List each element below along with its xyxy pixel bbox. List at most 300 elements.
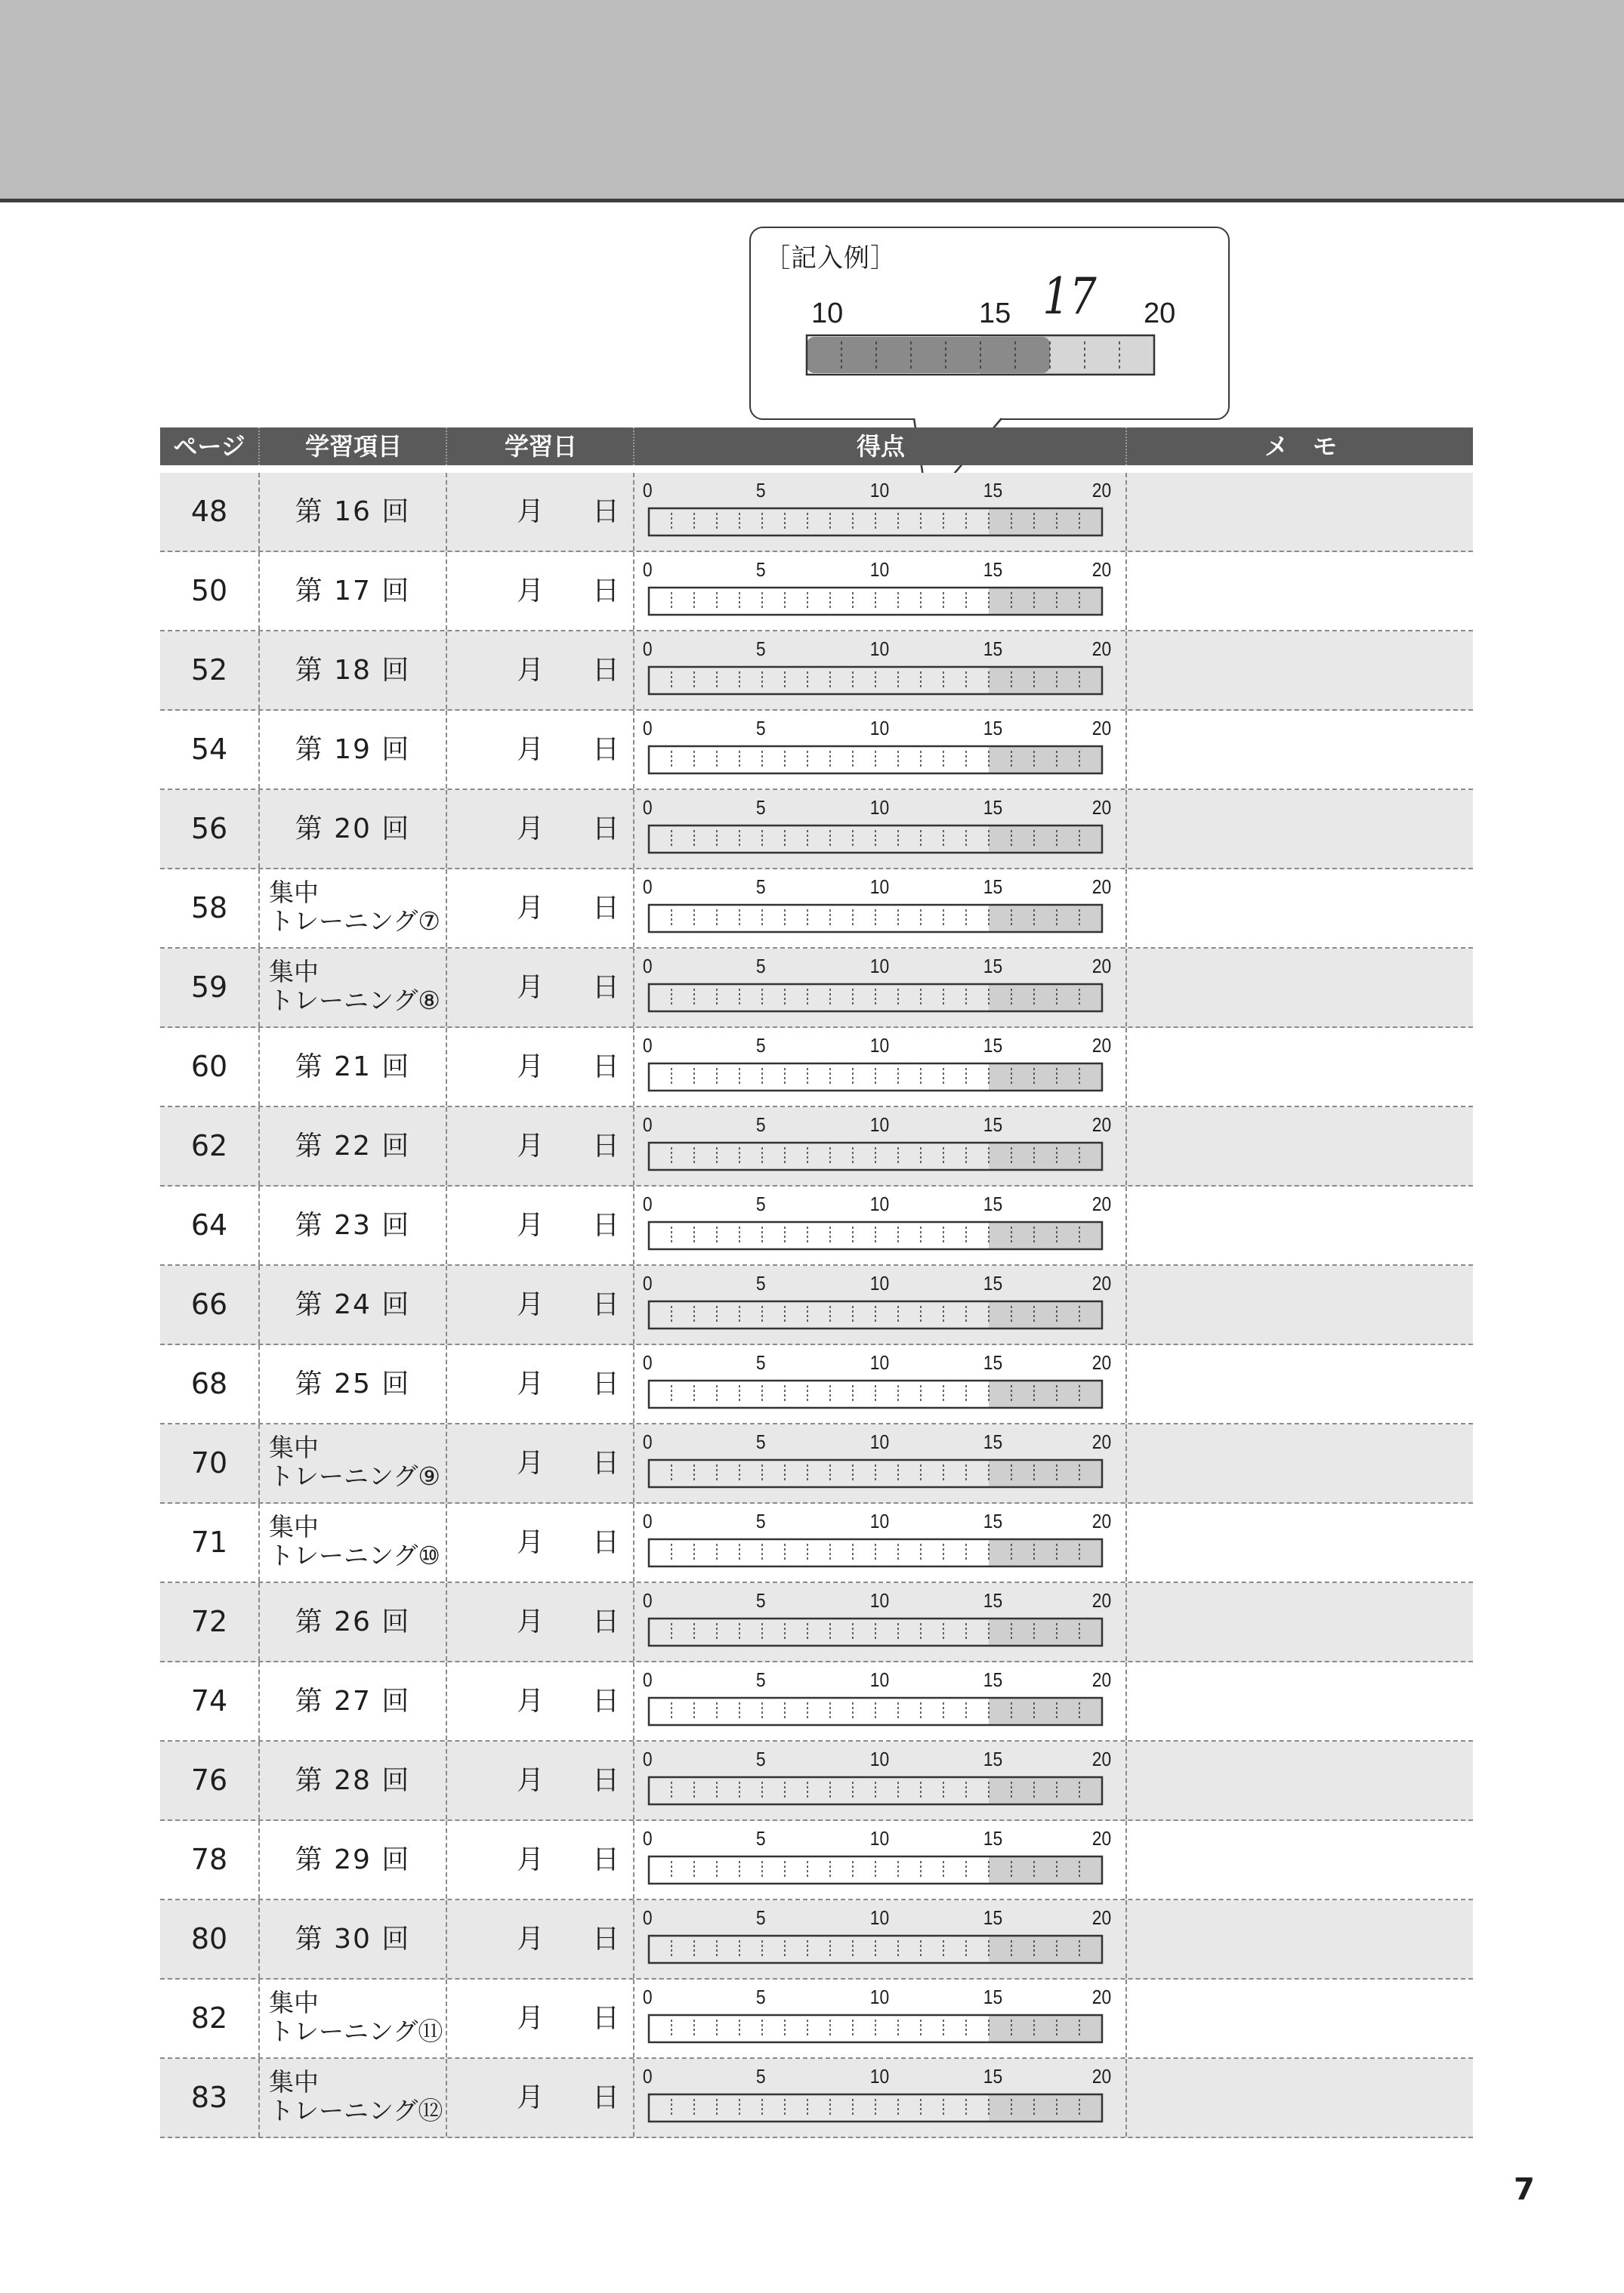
day-label: 日 (592, 2082, 620, 2113)
score-tick-label: 10 (869, 1748, 890, 1770)
score-bar[interactable] (647, 1458, 1104, 1489)
page-cell: 76 (190, 1764, 228, 1797)
item-label: 第 21 回 (295, 1051, 411, 1082)
item-label: 第 19 回 (295, 734, 411, 765)
score-cell (633, 1662, 1125, 1740)
item-label (269, 1513, 440, 1570)
page-cell: 60 (190, 1050, 228, 1083)
month-label: 月 (517, 1369, 545, 1400)
item-label (269, 1989, 443, 2046)
score-bar[interactable] (647, 585, 1104, 617)
memo-cell[interactable] (1125, 1583, 1473, 1661)
example-callout (749, 227, 1230, 420)
score-tick-label: 10 (869, 479, 890, 501)
date-cell[interactable] (446, 949, 633, 1026)
item-label: 第 20 回 (295, 813, 411, 844)
item-label (269, 958, 440, 1015)
score-bar[interactable] (647, 982, 1104, 1014)
table-row (160, 949, 1473, 1028)
day-label: 日 (592, 655, 620, 686)
score-bar[interactable] (647, 665, 1104, 696)
item-label-line2: トレーニング⑫ (269, 2096, 443, 2125)
score-cell (633, 1980, 1125, 2057)
month-label: 月 (517, 1051, 545, 1082)
day-label: 日 (592, 1448, 620, 1479)
score-tick-label: 0 (642, 1668, 653, 1691)
memo-cell[interactable] (1125, 1028, 1473, 1106)
memo-cell[interactable] (1125, 869, 1473, 947)
date-cell[interactable] (446, 1900, 633, 1978)
score-tick-label: 15 (983, 1193, 1003, 1215)
score-bar[interactable] (647, 1696, 1104, 1727)
score-bar[interactable] (647, 1933, 1104, 1965)
item-cell (258, 1028, 446, 1106)
item-cell (258, 1742, 446, 1819)
table-row (160, 869, 1473, 949)
header-band (0, 0, 1624, 202)
memo-cell[interactable] (1125, 631, 1473, 709)
score-bar[interactable] (647, 2092, 1104, 2124)
day-label: 日 (592, 1686, 620, 1717)
date-cell[interactable] (446, 2059, 633, 2137)
score-tick-label: 10 (869, 1589, 890, 1612)
score-tick-label: 10 (869, 2065, 890, 2088)
score-cell (633, 1028, 1125, 1106)
score-bar[interactable] (647, 1854, 1104, 1886)
month-label: 月 (517, 1844, 545, 1875)
score-tick-label: 10 (869, 558, 890, 581)
date-cell[interactable] (446, 1504, 633, 1582)
score-bar[interactable] (647, 744, 1104, 776)
month-label: 月 (517, 2082, 545, 2113)
example-bar-fill (807, 337, 1050, 373)
date-cell[interactable] (446, 1583, 633, 1661)
score-bar-highlight (989, 1222, 1102, 1249)
score-tick-label: 10 (869, 1986, 890, 2008)
day-label: 日 (592, 1369, 620, 1400)
date-cell[interactable] (446, 1742, 633, 1819)
date-cell[interactable] (446, 1345, 633, 1423)
page-cell: 59 (190, 971, 228, 1004)
score-tick-label: 10 (869, 717, 890, 739)
item-cell (258, 552, 446, 630)
score-tick-label: 5 (755, 1272, 766, 1295)
day-label: 日 (592, 813, 620, 844)
memo-cell[interactable] (1125, 1980, 1473, 2057)
score-tick-label: 20 (1091, 955, 1112, 977)
score-tick-label: 20 (1091, 1986, 1112, 2008)
score-tick-label: 20 (1091, 558, 1112, 581)
score-tick-label: 0 (642, 1748, 653, 1770)
item-label-line1: 集中 (269, 1512, 319, 1542)
score-cell (633, 1583, 1125, 1661)
score-tick-label: 5 (755, 558, 766, 581)
score-tick-label: 5 (755, 1351, 766, 1374)
table-row (160, 1980, 1473, 2059)
score-tick-label: 10 (869, 796, 890, 819)
table-row (160, 1821, 1473, 1900)
table-row (160, 1662, 1473, 1742)
score-cell (633, 711, 1125, 789)
table-row (160, 552, 1473, 631)
item-cell (258, 631, 446, 709)
memo-cell[interactable] (1125, 552, 1473, 630)
score-tick-label: 20 (1091, 1827, 1112, 1850)
score-tick-label: 20 (1091, 1748, 1112, 1770)
example-handwritten-score: 17 (1042, 267, 1097, 326)
item-label-line2: トレーニング⑧ (269, 986, 440, 1015)
score-tick-label: 0 (642, 1272, 653, 1295)
date-cell[interactable] (446, 1424, 633, 1502)
score-bar[interactable] (647, 1378, 1104, 1410)
score-bar[interactable] (647, 1537, 1104, 1569)
score-cell (633, 473, 1125, 551)
score-tick-label: 20 (1091, 1589, 1112, 1612)
score-tick-label: 10 (869, 1351, 890, 1374)
date-cell[interactable] (446, 1980, 633, 2057)
month-label: 月 (517, 1606, 545, 1637)
score-cell (633, 2059, 1125, 2137)
memo-cell[interactable] (1125, 1821, 1473, 1899)
score-tick-label: 20 (1091, 875, 1112, 898)
score-tick-label: 5 (755, 717, 766, 739)
item-label-line2: トレーニング⑪ (269, 2017, 443, 2046)
day-label: 日 (592, 1606, 620, 1637)
memo-cell[interactable] (1125, 1266, 1473, 1344)
score-cell (633, 1900, 1125, 1978)
page-number: 7 (1514, 2172, 1535, 2207)
score-tick-label: 0 (642, 875, 653, 898)
score-tick-label: 10 (869, 637, 890, 660)
item-cell (258, 2059, 446, 2137)
table-row (160, 711, 1473, 790)
table-row (160, 1028, 1473, 1107)
score-tick-label: 10 (869, 1906, 890, 1929)
date-cell[interactable] (446, 1266, 633, 1344)
score-tick-label: 10 (869, 1827, 890, 1850)
score-tick-label: 15 (983, 1113, 1003, 1136)
date-cell[interactable] (446, 1662, 633, 1740)
score-bar[interactable] (647, 506, 1104, 538)
memo-cell[interactable] (1125, 1187, 1473, 1264)
score-bar-highlight (989, 2015, 1102, 2042)
score-tick-label: 15 (983, 1430, 1003, 1453)
score-tick-label: 15 (983, 717, 1003, 739)
score-tick-label: 5 (755, 1430, 766, 1453)
score-tick-label: 20 (1091, 1430, 1112, 1453)
score-tick-label: 20 (1091, 637, 1112, 660)
score-tick-label: 5 (755, 955, 766, 977)
score-tick-label: 5 (755, 796, 766, 819)
score-bar-highlight (989, 667, 1102, 694)
score-bar[interactable] (647, 2013, 1104, 2045)
score-tick-label: 0 (642, 1589, 653, 1612)
item-cell (258, 1900, 446, 1978)
score-tick-label: 5 (755, 2065, 766, 2088)
score-tick-label: 20 (1091, 796, 1112, 819)
score-tick-label: 15 (983, 1906, 1003, 1929)
item-label: 第 18 回 (295, 655, 411, 686)
score-bar[interactable] (647, 903, 1104, 934)
day-label: 日 (592, 1210, 620, 1241)
score-tick-label: 20 (1091, 1193, 1112, 1215)
score-tick-label: 15 (983, 1589, 1003, 1612)
memo-cell[interactable] (1125, 1345, 1473, 1423)
score-tick-label: 0 (642, 1510, 653, 1532)
table-row (160, 1900, 1473, 1980)
item-label-line1: 集中 (269, 878, 319, 907)
score-tick-label: 15 (983, 875, 1003, 898)
example-tick-20: 20 (1144, 298, 1176, 329)
date-cell[interactable] (446, 473, 633, 551)
item-cell (258, 1583, 446, 1661)
page-cell: 56 (190, 812, 228, 845)
score-tick-label: 5 (755, 1827, 766, 1850)
score-tick-label: 20 (1091, 717, 1112, 739)
score-tick-label: 20 (1091, 1668, 1112, 1691)
score-bar-highlight (989, 1539, 1102, 1566)
score-bar[interactable] (647, 1775, 1104, 1807)
item-label: 第 29 回 (295, 1844, 411, 1875)
example-tick-10: 10 (811, 298, 844, 329)
score-cell (633, 552, 1125, 630)
day-label: 日 (592, 1051, 620, 1082)
date-cell[interactable] (446, 869, 633, 947)
score-tick-label: 0 (642, 955, 653, 977)
score-tick-label: 0 (642, 1986, 653, 2008)
score-bar[interactable] (647, 823, 1104, 855)
table-header (160, 427, 1473, 465)
score-tick-label: 5 (755, 1589, 766, 1612)
score-cell (633, 1504, 1125, 1582)
score-tick-label: 15 (983, 2065, 1003, 2088)
memo-cell[interactable] (1125, 2059, 1473, 2137)
score-cell (633, 1345, 1125, 1423)
score-cell (633, 1187, 1125, 1264)
example-tick-15: 15 (979, 298, 1011, 329)
item-label-line1: 集中 (269, 2067, 319, 2097)
item-cell (258, 1187, 446, 1264)
study-record-table (160, 427, 1473, 2138)
day-label: 日 (592, 734, 620, 765)
score-cell (633, 1821, 1125, 1899)
score-tick-label: 0 (642, 1113, 653, 1136)
page-cell: 50 (190, 574, 228, 607)
month-label: 月 (517, 1765, 545, 1796)
score-bar-highlight (989, 1301, 1102, 1329)
score-bar[interactable] (647, 1299, 1104, 1331)
score-tick-label: 20 (1091, 1034, 1112, 1057)
date-cell[interactable] (446, 1107, 633, 1185)
score-bar-highlight (989, 588, 1102, 615)
score-bar[interactable] (647, 1616, 1104, 1648)
day-label: 日 (592, 496, 620, 527)
score-tick-label: 10 (869, 1193, 890, 1215)
header-item: 学習項目 (258, 427, 447, 465)
score-tick-label: 0 (642, 1430, 653, 1453)
month-label: 月 (517, 576, 545, 606)
day-label: 日 (592, 1289, 620, 1320)
page-cell: 70 (190, 1446, 228, 1480)
day-label: 日 (592, 1924, 620, 1955)
score-tick-label: 20 (1091, 1272, 1112, 1295)
score-tick-label: 15 (983, 479, 1003, 501)
score-bar-highlight (989, 1381, 1102, 1408)
score-bar[interactable] (647, 1220, 1104, 1251)
page-cell: 48 (190, 495, 228, 528)
date-cell[interactable] (446, 631, 633, 709)
score-tick-label: 20 (1091, 1510, 1112, 1532)
score-tick-label: 0 (642, 796, 653, 819)
item-label-line1: 集中 (269, 957, 319, 986)
score-tick-label: 5 (755, 1748, 766, 1770)
item-label-line2: トレーニング⑦ (269, 906, 440, 936)
date-cell[interactable] (446, 790, 633, 868)
score-tick-label: 15 (983, 1351, 1003, 1374)
score-bar-highlight (989, 1063, 1102, 1091)
month-label: 月 (517, 2003, 545, 2034)
score-tick-label: 10 (869, 1510, 890, 1532)
page-cell: 82 (190, 2001, 228, 2035)
item-label: 第 28 回 (295, 1765, 411, 1796)
score-cell (633, 949, 1125, 1026)
month-label: 月 (517, 1924, 545, 1955)
item-cell (258, 473, 446, 551)
score-tick-label: 5 (755, 1986, 766, 2008)
item-cell (258, 1662, 446, 1740)
score-tick-label: 0 (642, 717, 653, 739)
table-row (160, 1583, 1473, 1662)
item-label: 第 27 回 (295, 1686, 411, 1717)
score-tick-label: 0 (642, 558, 653, 581)
score-tick-label: 15 (983, 558, 1003, 581)
page-cell: 83 (190, 2081, 228, 2114)
score-bar-highlight (989, 1777, 1102, 1804)
memo-cell[interactable] (1125, 1662, 1473, 1740)
score-cell (633, 1107, 1125, 1185)
item-cell (258, 1345, 446, 1423)
memo-cell[interactable] (1125, 949, 1473, 1026)
item-cell (258, 1821, 446, 1899)
score-tick-label: 5 (755, 1113, 766, 1136)
memo-cell[interactable] (1125, 711, 1473, 789)
page-cell: 64 (190, 1208, 228, 1242)
day-label: 日 (592, 1844, 620, 1875)
score-tick-label: 15 (983, 1034, 1003, 1057)
item-label: 第 23 回 (295, 1210, 411, 1241)
month-label: 月 (517, 1686, 545, 1717)
item-cell (258, 1504, 446, 1582)
table-row (160, 1107, 1473, 1187)
score-bar[interactable] (647, 1140, 1104, 1172)
table-row (160, 631, 1473, 711)
date-cell[interactable] (446, 1028, 633, 1106)
score-cell (633, 869, 1125, 947)
date-cell[interactable] (446, 1187, 633, 1264)
score-bar-highlight (989, 826, 1102, 853)
day-label: 日 (592, 2003, 620, 2034)
example-score-bar (805, 334, 1156, 376)
score-tick-label: 0 (642, 1351, 653, 1374)
month-label: 月 (517, 496, 545, 527)
page-cell: 80 (190, 1922, 228, 1955)
score-tick-label: 10 (869, 1113, 890, 1136)
memo-cell[interactable] (1125, 1424, 1473, 1502)
table-row (160, 1424, 1473, 1504)
score-tick-label: 5 (755, 637, 766, 660)
score-tick-label: 10 (869, 1272, 890, 1295)
score-tick-label: 10 (869, 1668, 890, 1691)
month-label: 月 (517, 813, 545, 844)
header-page: ページ (173, 432, 245, 461)
score-bar-highlight (989, 1698, 1102, 1725)
day-label: 日 (592, 972, 620, 1003)
date-cell[interactable] (446, 1821, 633, 1899)
item-label-line2: トレーニング⑨ (269, 1461, 440, 1491)
memo-cell[interactable] (1125, 1107, 1473, 1185)
table-row (160, 1187, 1473, 1266)
memo-cell[interactable] (1125, 790, 1473, 868)
page-cell: 74 (190, 1684, 228, 1717)
score-bar-highlight (989, 984, 1102, 1011)
score-tick-label: 15 (983, 955, 1003, 977)
score-bar-highlight (989, 508, 1102, 535)
score-bar[interactable] (647, 1061, 1104, 1093)
score-bar-highlight (989, 746, 1102, 773)
score-tick-label: 20 (1091, 1906, 1112, 1929)
table-row (160, 473, 1473, 552)
score-tick-label: 5 (755, 1034, 766, 1057)
header-date: 学習日 (446, 427, 634, 465)
item-cell (258, 711, 446, 789)
date-cell[interactable] (446, 711, 633, 789)
score-tick-label: 10 (869, 1034, 890, 1057)
memo-cell[interactable] (1125, 1504, 1473, 1582)
score-tick-label: 10 (869, 1430, 890, 1453)
score-tick-label: 0 (642, 479, 653, 501)
memo-cell[interactable] (1125, 473, 1473, 551)
item-cell (258, 1424, 446, 1502)
day-label: 日 (592, 1527, 620, 1558)
score-tick-label: 20 (1091, 2065, 1112, 2088)
item-label (269, 1434, 440, 1491)
score-tick-label: 5 (755, 479, 766, 501)
page-cell: 68 (190, 1367, 228, 1400)
item-label-line1: 集中 (269, 1988, 319, 2017)
memo-cell[interactable] (1125, 1742, 1473, 1819)
item-label-line2: トレーニング⑩ (269, 1541, 440, 1570)
item-label (269, 878, 440, 936)
date-cell[interactable] (446, 552, 633, 630)
page-cell: 66 (190, 1288, 228, 1321)
page-cell: 72 (190, 1605, 228, 1638)
page-cell: 78 (190, 1843, 228, 1876)
day-label: 日 (592, 576, 620, 606)
item-cell (258, 949, 446, 1026)
month-label: 月 (517, 1527, 545, 1558)
score-tick-label: 5 (755, 1668, 766, 1691)
score-cell (633, 1742, 1125, 1819)
table-row (160, 790, 1473, 869)
month-label: 月 (517, 893, 545, 924)
score-bar-highlight (989, 2094, 1102, 2122)
memo-cell[interactable] (1125, 1900, 1473, 1978)
day-label: 日 (592, 893, 620, 924)
score-tick-label: 5 (755, 1510, 766, 1532)
item-label: 第 26 回 (295, 1606, 411, 1637)
table-row (160, 1345, 1473, 1424)
score-bar-highlight (989, 1143, 1102, 1170)
